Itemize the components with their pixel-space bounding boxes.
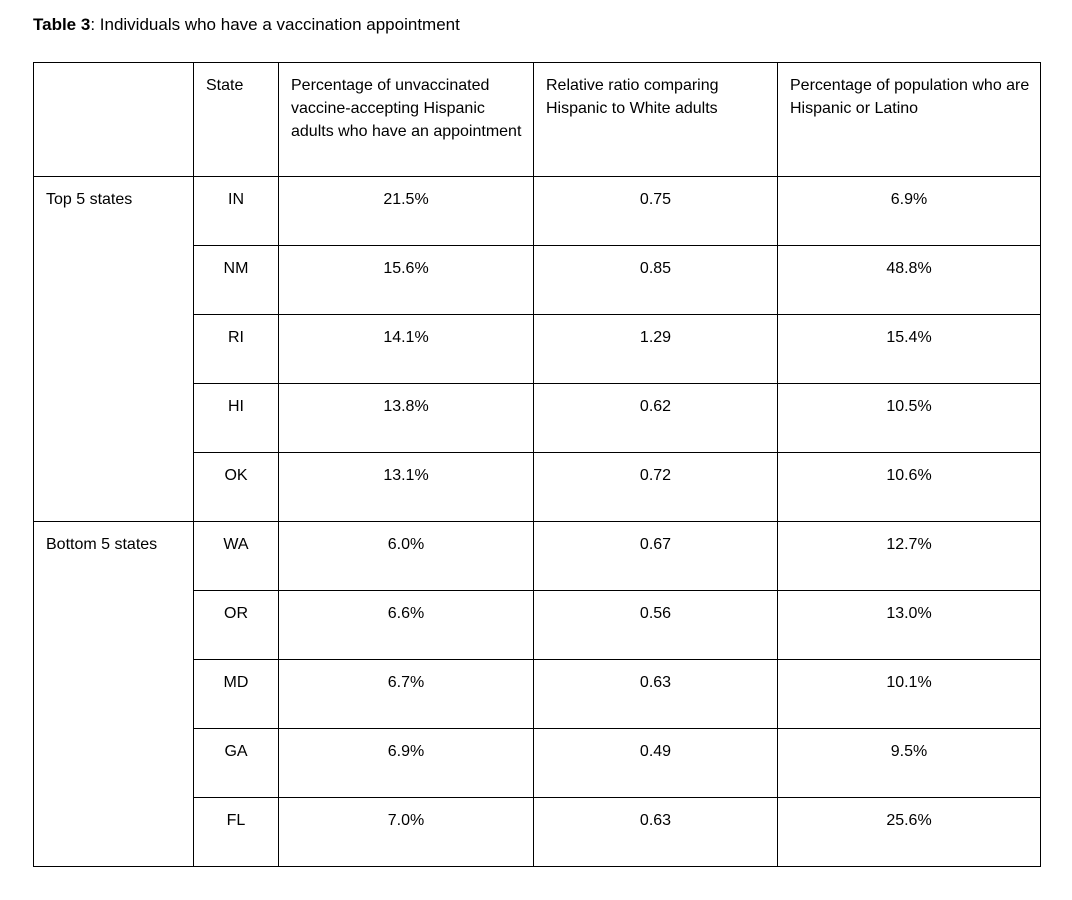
table-caption <box>33 14 1040 36</box>
pct-appointment-cell: 14.1% <box>279 315 534 384</box>
pct-hispanic-population-cell: 10.1% <box>778 660 1041 729</box>
table-row <box>34 522 1041 591</box>
state-cell: FL <box>194 798 279 867</box>
header-state: State <box>194 63 279 177</box>
pct-hispanic-population-cell: 13.0% <box>778 591 1041 660</box>
header-empty <box>34 63 194 177</box>
relative-ratio-cell: 0.56 <box>534 591 778 660</box>
header-pct-appointment: Percentage of unvaccinated vaccine-accepting Hispanic adults who have an appointment <box>279 63 534 177</box>
table-header-row <box>34 63 1041 177</box>
state-cell: IN <box>194 177 279 246</box>
pct-hispanic-population-cell: 48.8% <box>778 246 1041 315</box>
relative-ratio-cell: 0.72 <box>534 453 778 522</box>
relative-ratio-cell: 0.49 <box>534 729 778 798</box>
pct-hispanic-population-cell: 10.5% <box>778 384 1041 453</box>
pct-appointment-cell: 6.9% <box>279 729 534 798</box>
relative-ratio-cell: 0.63 <box>534 660 778 729</box>
pct-appointment-cell: 6.0% <box>279 522 534 591</box>
state-cell: HI <box>194 384 279 453</box>
pct-appointment-cell: 15.6% <box>279 246 534 315</box>
group-label-bottom5: Bottom 5 states <box>34 522 194 867</box>
table-caption-text: : Individuals who have a vaccination appointment <box>90 15 460 34</box>
table-caption-label: Table 3 <box>33 15 91 34</box>
relative-ratio-cell: 0.62 <box>534 384 778 453</box>
relative-ratio-cell: 0.85 <box>534 246 778 315</box>
relative-ratio-cell: 1.29 <box>534 315 778 384</box>
relative-ratio-cell: 0.67 <box>534 522 778 591</box>
vaccination-appointment-table <box>33 62 1041 867</box>
table-row <box>34 177 1041 246</box>
state-cell: GA <box>194 729 279 798</box>
pct-appointment-cell: 13.1% <box>279 453 534 522</box>
relative-ratio-cell: 0.63 <box>534 798 778 867</box>
pct-appointment-cell: 13.8% <box>279 384 534 453</box>
header-relative-ratio: Relative ratio comparing Hispanic to White adults <box>534 63 778 177</box>
pct-hispanic-population-cell: 9.5% <box>778 729 1041 798</box>
relative-ratio-cell: 0.75 <box>534 177 778 246</box>
pct-hispanic-population-cell: 10.6% <box>778 453 1041 522</box>
state-cell: WA <box>194 522 279 591</box>
state-cell: OR <box>194 591 279 660</box>
state-cell: OK <box>194 453 279 522</box>
pct-hispanic-population-cell: 15.4% <box>778 315 1041 384</box>
pct-hispanic-population-cell: 6.9% <box>778 177 1041 246</box>
pct-appointment-cell: 7.0% <box>279 798 534 867</box>
pct-appointment-cell: 6.7% <box>279 660 534 729</box>
state-cell: NM <box>194 246 279 315</box>
pct-appointment-cell: 21.5% <box>279 177 534 246</box>
state-cell: RI <box>194 315 279 384</box>
group-label-top5: Top 5 states <box>34 177 194 522</box>
pct-hispanic-population-cell: 25.6% <box>778 798 1041 867</box>
pct-appointment-cell: 6.6% <box>279 591 534 660</box>
pct-hispanic-population-cell: 12.7% <box>778 522 1041 591</box>
state-cell: MD <box>194 660 279 729</box>
header-pct-hispanic-population: Percentage of population who are Hispanic or Latino <box>778 63 1041 177</box>
